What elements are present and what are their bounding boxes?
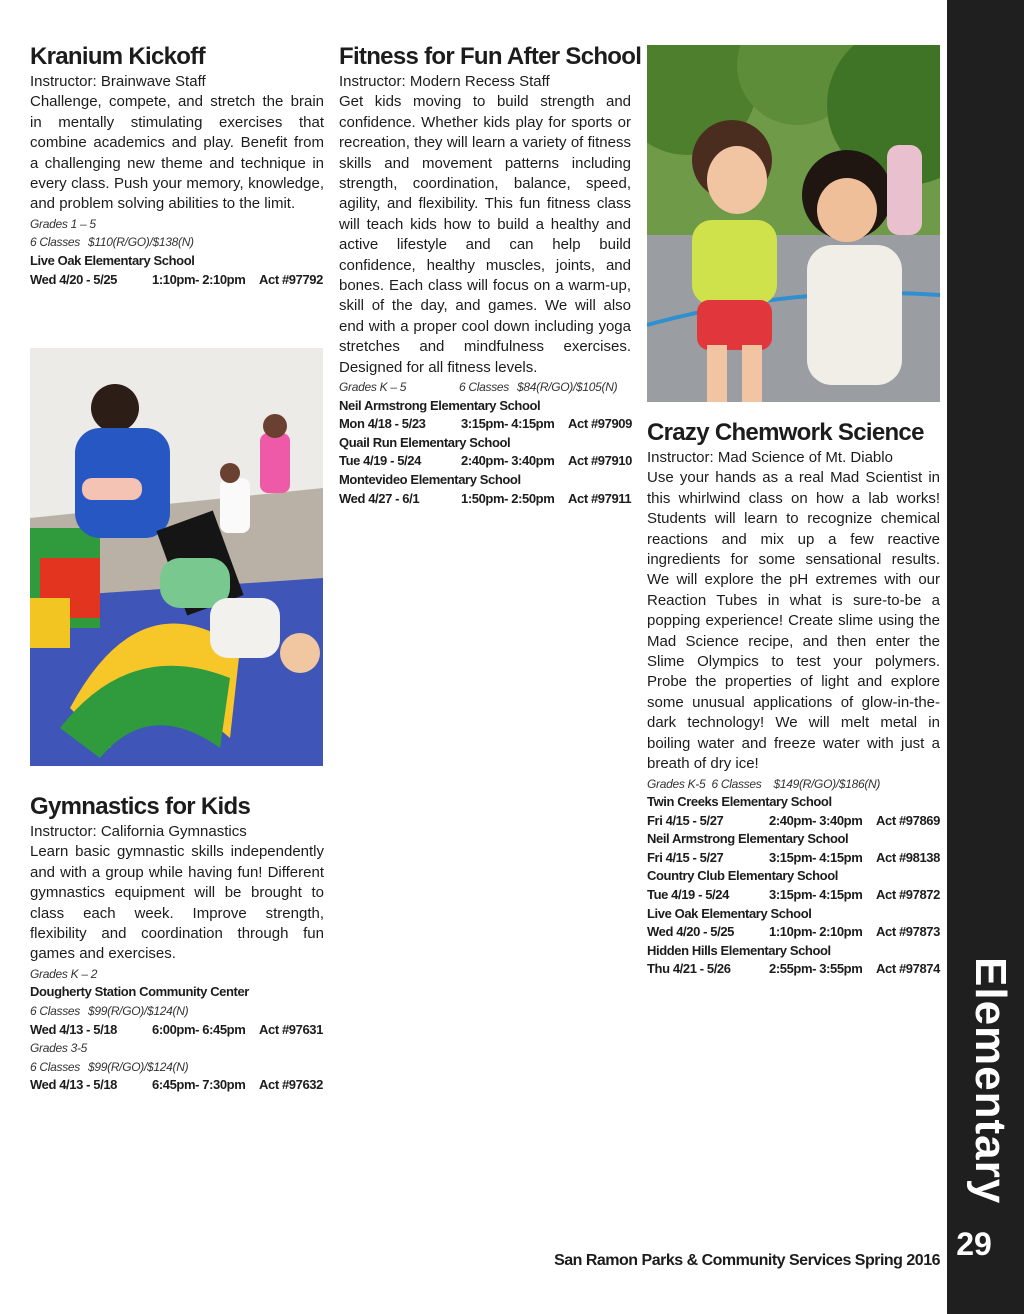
schedule-act: Act #97632	[259, 1077, 323, 1093]
chemwork-schedule-row	[647, 886, 940, 905]
chemwork-location-5: Hidden Hills Elementary School	[647, 942, 831, 958]
kranium-grades: Grades 1 – 5	[30, 216, 96, 231]
fitness-location-3: Montevideo Elementary School	[339, 472, 521, 488]
schedule-act: Act #97631	[259, 1021, 323, 1037]
chemwork-description: Use your hands as a real Mad Scientist in this whirlwind class on how a lab works! Students will learn to recognize chemical reactions and mix up a few reactive ingredients for some sensational results. We will explore the pH extremes with our Reaction Tubes in what is sure-to-be a popping experience! Create slime using the Mad Science recipe, and then enter the Slime Olympics to test your polymers. Probe the properties of light and explore some unusual applications of glow-in-the-dark technology! We will melt metal in boiling water and freeze water with just a breath of dry ice!	[647, 469, 940, 773]
fitness-schedule-row	[339, 415, 631, 434]
chemwork-title: Crazy Chemwork Science	[647, 419, 924, 446]
gymnastics-photo	[30, 348, 323, 766]
chemwork-instructor: Instructor: Mad Science of Mt. Diablo	[647, 449, 893, 466]
gymnastics-fee-line	[30, 1002, 324, 1021]
gymnastics-schedule-row-2	[30, 1076, 324, 1095]
schedule-dates: Fri 4/15 - 5/27	[647, 812, 724, 828]
fitness-grades: Grades K – 5	[339, 380, 407, 395]
chemwork-location-1: Twin Creeks Elementary School	[647, 794, 832, 810]
kranium-title: Kranium Kickoff	[30, 43, 205, 70]
chemwork-section	[647, 418, 940, 979]
schedule-act: Act #97869	[876, 812, 940, 828]
schedule-act: Act #97874	[876, 961, 940, 977]
fitness-classes: 6 Classes	[459, 380, 509, 395]
fitness-title: Fitness for Fun After School	[339, 43, 642, 70]
schedule-time: 6:45pm- 7:30pm	[152, 1077, 246, 1093]
schedule-time: 1:50pm- 2:50pm	[461, 490, 555, 506]
kranium-fee-line	[30, 233, 324, 252]
schedule-time: 2:55pm- 3:55pm	[769, 961, 863, 977]
fitness-description: Get kids moving to build strength and confidence. Whether kids play for sports or recreation, they will learn a variety of fitness skills and movement patterns including strength, coordination, balance, speed, agility, and flexibility. This fun fitness class will teach kids how to build a healthy and active lifestyle and can help build confidence, healthy muscles, joints, and bones. Each class will focus on a warm-up, skill of the day, and games. We will also end with a proper cool down including yoga stretches and mindfulness exercises. Designed for all fitness levels.	[339, 93, 631, 376]
kranium-classes: 6 Classes	[30, 235, 80, 250]
chemwork-grades: Grades K-5	[647, 776, 706, 791]
gymnastics-section	[30, 792, 324, 1095]
gymnastics-fee-2: $99(R/GO)/$124(N)	[88, 1059, 189, 1074]
gymnastics-grades: Grades K – 2	[30, 966, 98, 981]
gymnastics-title: Gymnastics for Kids	[30, 793, 251, 820]
schedule-dates: Tue 4/19 - 5/24	[339, 453, 421, 469]
footer-text: San Ramon Parks & Community Services Spring 2016	[554, 1252, 940, 1269]
chemwork-location-2: Neil Armstrong Elementary School	[647, 831, 849, 847]
schedule-dates: Wed 4/13 - 5/18	[30, 1077, 117, 1093]
schedule-dates: Mon 4/18 - 5/23	[339, 416, 426, 432]
fitness-fee: $84(R/GO)/$105(N)	[517, 380, 618, 395]
section-label	[966, 957, 1015, 1205]
chemwork-classes: 6 Classes	[711, 776, 762, 791]
kranium-description: Challenge, compete, and stretch the brain in mentally stimulating exercises that combine academics and play. Benefit from a challenging new theme and technique in every class. Push your memory, knowledge, and problem solving abilities to the limit.	[30, 93, 324, 213]
schedule-time: 3:15pm- 4:15pm	[769, 887, 863, 903]
schedule-act: Act #97873	[876, 924, 940, 940]
chemwork-schedule-row	[647, 849, 940, 868]
schedule-act: Act #97911	[568, 490, 632, 506]
gymnastics-classes-2: 6 Classes	[30, 1059, 80, 1074]
kids-photo	[647, 45, 940, 402]
gymnastics-description: Learn basic gymnastic skills independently and with a group while having fun! Different gymnastics equipment will be brought to class each week. Improve strength, flexibility and coordination through fun games and exercises.	[30, 843, 324, 963]
gymnastics-classes: 6 Classes	[30, 1004, 80, 1019]
schedule-dates: Wed 4/27 - 6/1	[339, 490, 420, 506]
schedule-act: Act #97910	[568, 453, 632, 469]
schedule-act: Act #97909	[568, 416, 632, 432]
schedule-time: 1:10pm- 2:10pm	[152, 271, 246, 287]
fitness-schedule-row	[339, 452, 631, 471]
schedule-dates: Fri 4/15 - 5/27	[647, 849, 724, 865]
schedule-time: 6:00pm- 6:45pm	[152, 1021, 246, 1037]
kranium-instructor: Instructor: Brainwave Staff	[30, 73, 206, 90]
schedule-time: 2:40pm- 3:40pm	[769, 812, 863, 828]
gymnastics-fee: $99(R/GO)/$124(N)	[88, 1004, 189, 1019]
chemwork-fee-line	[647, 775, 940, 794]
schedule-dates: Tue 4/19 - 5/24	[647, 887, 729, 903]
schedule-time: 1:10pm- 2:10pm	[769, 924, 863, 940]
chemwork-schedule-row	[647, 960, 940, 979]
chemwork-location-3: Country Club Elementary School	[647, 868, 838, 884]
chemwork-schedule-row	[647, 923, 940, 942]
schedule-dates: Wed 4/20 - 5/25	[647, 924, 734, 940]
kranium-schedule-row	[30, 271, 324, 290]
chemwork-fee: $149(R/GO)/$186(N)	[773, 776, 881, 791]
fitness-instructor: Instructor: Modern Recess Staff	[339, 73, 550, 90]
schedule-dates: Wed 4/20 - 5/25	[30, 271, 117, 287]
gymnastics-instructor: Instructor: California Gymnastics	[30, 823, 247, 840]
schedule-dates: Wed 4/13 - 5/18	[30, 1021, 117, 1037]
gymnastics-location: Dougherty Station Community Center	[30, 984, 249, 1000]
fitness-location-2: Quail Run Elementary School	[339, 434, 511, 450]
section-label-text: Elementary	[966, 957, 1015, 1205]
schedule-dates: Thu 4/21 - 5/26	[647, 961, 731, 977]
schedule-act: Act #98138	[876, 849, 940, 865]
chemwork-location-4: Live Oak Elementary School	[647, 905, 812, 921]
kranium-fee: $110(R/GO)/$138(N)	[88, 235, 194, 250]
kranium-section	[30, 42, 324, 289]
fitness-fee-line	[339, 378, 631, 397]
fitness-schedule-row	[339, 490, 631, 509]
gymnastics-grades-2: Grades 3-5	[30, 1041, 88, 1056]
schedule-time: 2:40pm- 3:40pm	[461, 453, 555, 469]
chemwork-schedule-row	[647, 812, 940, 831]
fitness-section	[339, 42, 642, 508]
schedule-act: Act #97792	[259, 271, 323, 287]
schedule-time: 3:15pm- 4:15pm	[769, 849, 863, 865]
fitness-location-1: Neil Armstrong Elementary School	[339, 397, 541, 413]
gymnastics-fee-line-2	[30, 1058, 324, 1077]
schedule-act: Act #97872	[876, 887, 940, 903]
schedule-time: 3:15pm- 4:15pm	[461, 416, 555, 432]
page-number: 29	[956, 1226, 992, 1262]
gymnastics-schedule-row	[30, 1021, 324, 1040]
kranium-location: Live Oak Elementary School	[30, 253, 195, 269]
